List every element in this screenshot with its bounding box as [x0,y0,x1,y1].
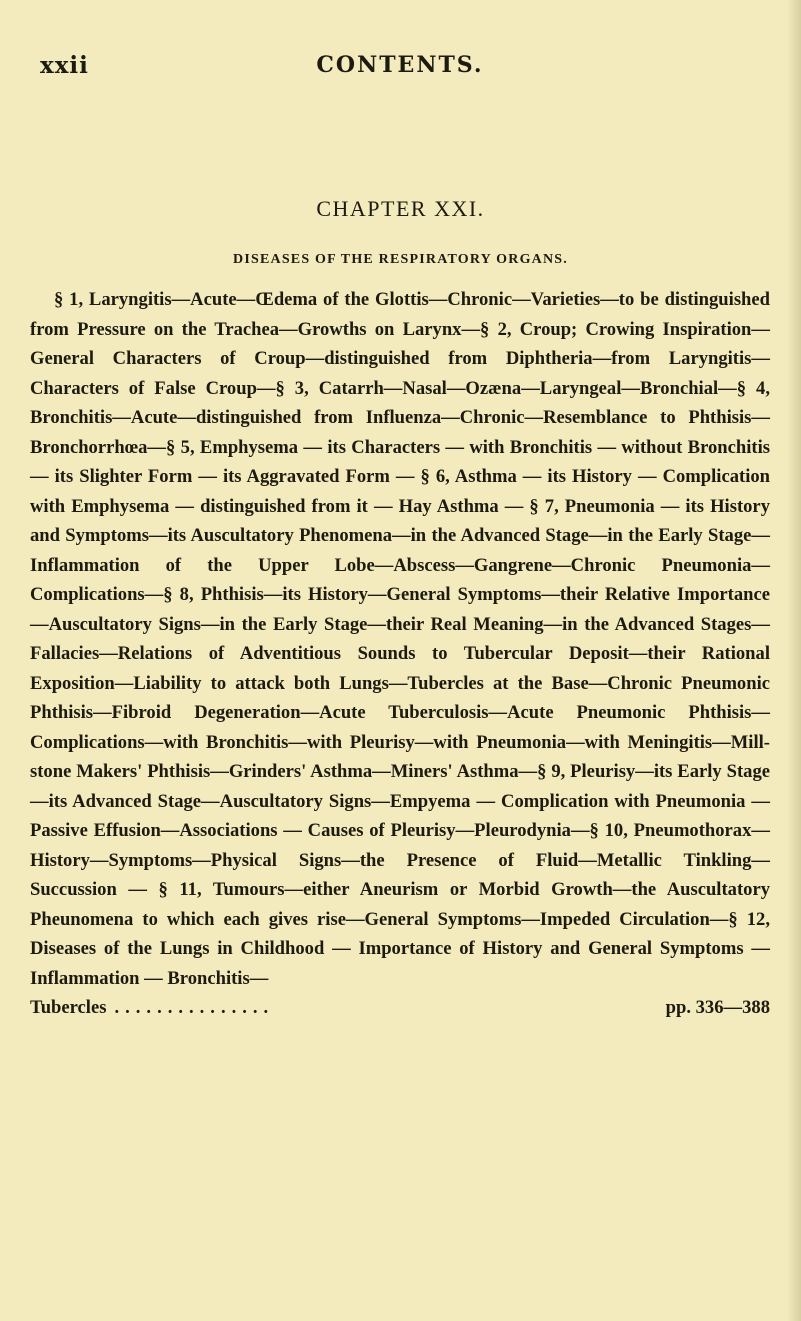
page-range: pp. 336—388 [665,997,770,1018]
contents-text: § 1, Laryngitis—Acute—Œdema of the Glottis—Chronic—Varieties—to be distinguished from Pressure on the Trachea—Growths on Larynx—§ 2, Croup; Crowing Inspiration—General Characters of Croup—distinguished from Diphtheria—from Laryngitis—Characters of False Croup—§ 3, Catarrh—Nasal—Ozæna—Laryngeal—Bronchial—§ 4, Bronchitis—Acute—distinguished from Influenza—Chronic—Resemblance to Phthisis—Bronchorrhœa—§ 5, Emphysema — its Characters — with Bronchitis — without Bronchitis — its Slighter Form — its Aggravated Form — § 6, Asthma — its History — Complication with Emphysema — distinguished from it — Hay Asthma — § 7, Pneumonia — its History and Symptoms—its Auscultatory Phenomena—in the Advanced Stage—in the Early Stage—Inflammation of the Upper Lobe—Abscess—Gangrene—Chronic Pneumonia—Complications—§ 8, Phthisis—its History—General Symptoms—their Relative Importance—Auscultatory Signs—in the Early Stage—their Real Meaning—in the Advanced Stages—Fallacies—Relations of Adventitious Sounds to Tubercular Deposit—their Rational Exposition—Liability to attack both Lungs—Tubercles at the Base—Chronic Pneumonic Phthisis—Fibroid Degeneration—Acute Tuberculosis—Acute Pneumonic Phthisis—Complications—with Bronchitis—with Pleurisy—with Pneumonia—with Meningitis—Mill-stone Makers' Phthisis—Grinders' Asthma—Miners' Asthma—§ 9, Pleurisy—its Early Stage—its Advanced Stage—Auscultatory Signs—Empyema — Complication with Pneumonia — Passive Effusion—Associations — Causes of Pleurisy—Pleurodynia—§ 10, Pneumothorax—History—Symptoms—Physical Signs—the Presence of Fluid—Metallic Tinkling—Succussion — § 11, Tumours—either Aneurism or Morbid Growth—the Auscultatory Pheunomena to which each gives rise—General Symptoms—Impeded Circulation—§ 12, Diseases of the Lungs in Childhood — Importance of History and General Symptoms — Inflammation — Bronchitis— [30,289,770,989]
page-number: xxii [40,52,89,79]
dot-leader: ............... [114,997,275,1018]
last-entry: Tubercles [30,997,107,1018]
chapter-title: CHAPTER XXI. [316,196,485,221]
chapter-subtitle: DISEASES OF THE RESPIRATORY ORGANS. [233,252,568,267]
running-title: CONTENTS. [316,52,484,78]
running-head [40,52,760,82]
contents-final-line [30,993,770,1023]
contents-paragraph [30,285,770,1023]
